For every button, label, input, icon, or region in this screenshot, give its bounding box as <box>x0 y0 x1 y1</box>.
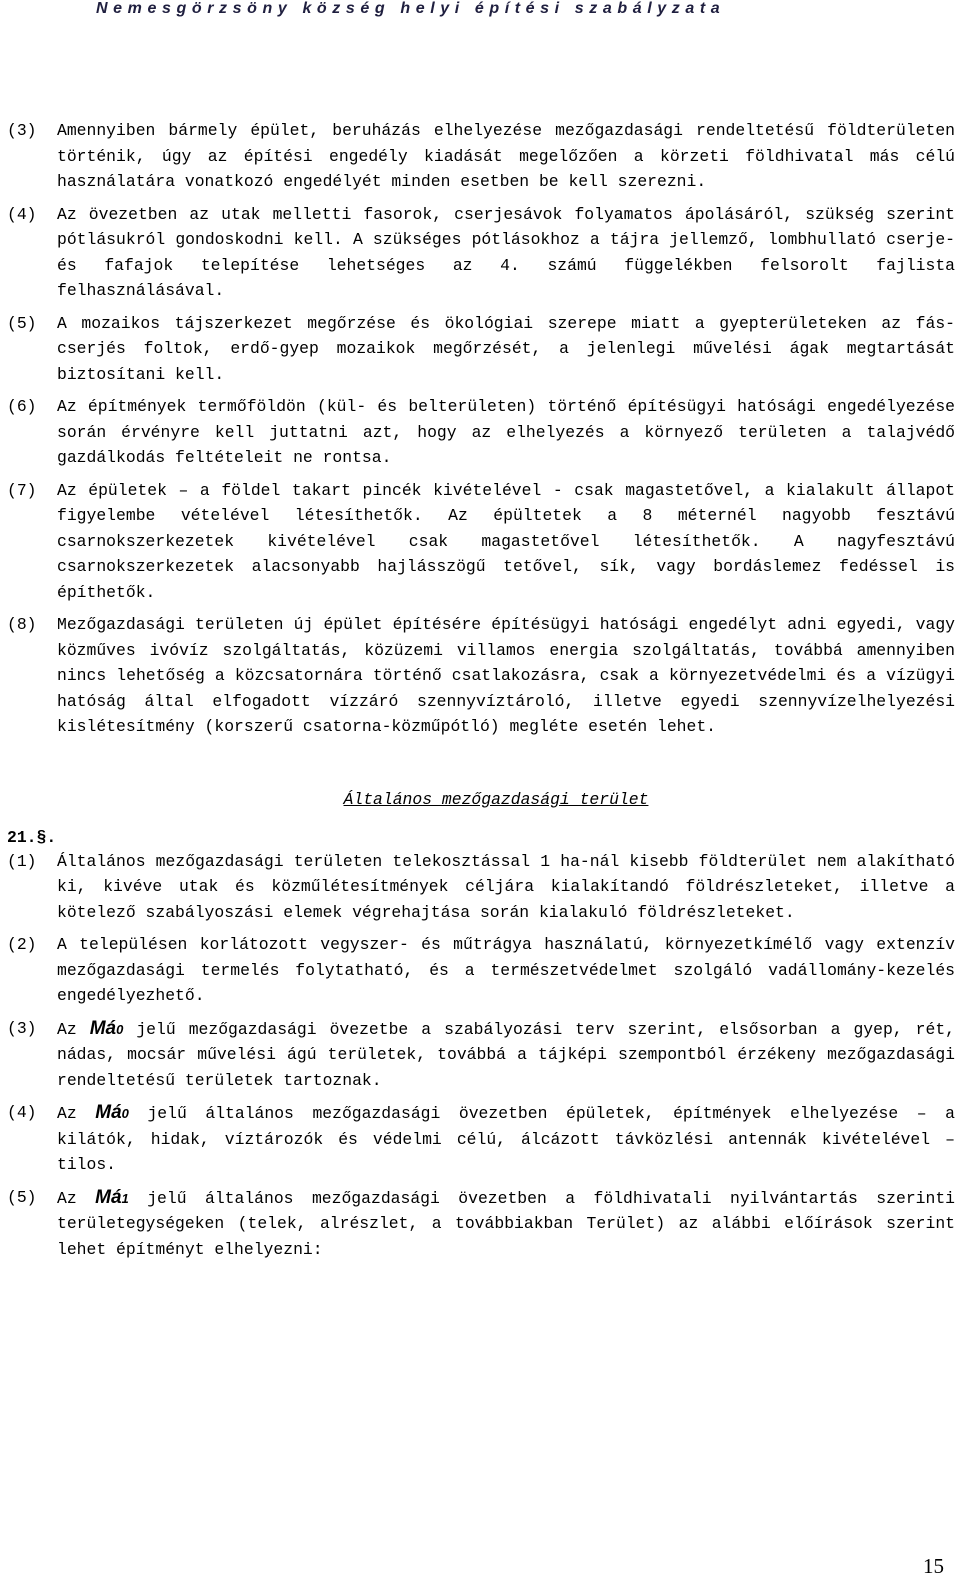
zone-code-letters: Má <box>95 1102 122 1123</box>
page-number: 15 <box>923 1554 944 1578</box>
paragraph-text-prefix: Az <box>57 1104 96 1123</box>
paragraph-text: jelű mezőgazdasági övezetbe a szabályozási terv szerint, elsősorban a gyep, rét, nádas, mocsár művelési ágú területek, továbbá a tájképi szempontból érzékeny mezőgazdasági rendeltetésű területek tartoznak. <box>57 1019 955 1090</box>
paragraph-6 <box>7 394 955 471</box>
paragraph-text: Általános mezőgazdasági területen telekosztással 1 ha-nál kisebb földterület nem alakítható ki, kivéve utak és közműlétesítmények céljára kialakítandó földrészleteket, illetve a kötelező szabályoszási elemek végrehajtása során kialakuló földrészleteket. <box>57 851 955 922</box>
paragraph-number: (4) <box>7 204 37 224</box>
paragraph-number: (6) <box>7 397 37 416</box>
paragraph-3 <box>7 118 955 195</box>
section-paragraph-2 <box>7 932 955 1009</box>
zone-code-letters: Má <box>89 1017 117 1039</box>
paragraph-number: (8) <box>7 615 37 634</box>
zone-code <box>95 1102 129 1123</box>
paragraph-text-prefix: Az <box>57 1188 96 1208</box>
zone-code-index: 0 <box>121 1106 129 1121</box>
paragraph-number: (1) <box>7 851 37 871</box>
section-paragraph-4 <box>7 1100 955 1178</box>
paragraph-number: (3) <box>7 1018 37 1038</box>
paragraph-text-container <box>57 1016 955 1094</box>
paragraph-text: Az építmények termőföldön (kül- és belterületen) történő építésügyi hatósági engedélyezése során érvényre kell juttatni azt, hogy az elhelyezés a környező területen a talajvédő gazdálkodás feltételeit ne rontsa. <box>57 397 955 467</box>
paragraph-text: Az övezetben az utak melletti fasorok, cserjesávok folyamatos ápolásáról, szükség szerint pótlásukról gondoskodni kell. A szükséges pótlásokhoz a tájra jellemző, lombhullató cserje- és fafajok telepítése lehetséges az 4. számú függelékben felsorolt fajlista felhasználásával. <box>57 204 955 300</box>
zone-code-letters: Má <box>95 1186 122 1208</box>
section-paragraph-number: 21.§. <box>7 828 57 847</box>
paragraph-text: jelű általános mezőgazdasági övezetben a földhivatali nyilvántartás szerinti területegységeken (telek, alrészlet, a továbbiakban Terület) az alábbi előírások szerint lehet építményt elhelyezni: <box>57 1188 955 1259</box>
paragraph-number: (7) <box>7 480 37 500</box>
zone-code-index: 0 <box>116 1021 124 1037</box>
document-header: Nemesgörzsöny község helyi építési szabályzata <box>96 0 726 17</box>
zone-code-index: 1 <box>121 1190 129 1206</box>
paragraph-text: jelű általános mezőgazdasági övezetben épületek, építmények elhelyezése – a kilátók, hidak, víztározók és védelmi célú, álcázott távközlési antennák kivételével – tilos. <box>57 1104 955 1174</box>
paragraph-text: A településen korlátozott vegyszer- és műtrágya használatú, környezetkímélő vagy extenzív mezőgazdasági termelés folytatható, és a természetvédelmet szolgáló vadállomány-kezelés engedélyezhető. <box>57 935 955 1005</box>
paragraph-5 <box>7 311 955 388</box>
paragraph-number: (5) <box>7 1187 37 1207</box>
paragraph-text: Mezőgazdasági területen új épület építésére építésügyi hatósági engedélyt adni egyedi, vagy közműves ivóvíz szolgáltatás, közüzemi villamos energia szolgáltatás, továbbá amennyiben nincs lehetőség a közcsatornára történő csatlakozásra, csak a környezetvédelmi és a vízügyi hatóság által elfogadott vízzáró szennyvíztároló, illetve egyedi szennyvízelhelyezési kislétesítmény (korszerű csatorna-közműpótló) megléte esetén lehet. <box>57 615 955 736</box>
document-body <box>7 118 955 1269</box>
zone-code <box>90 1018 124 1039</box>
paragraph-text: Amennyiben bármely épület, beruházás elhelyezése mezőgazdasági rendeltetésű földterületen történik, úgy az építési engedély kiadását megelőzően a körzeti földhivatal más célú használatára vonatkozó engedélyét minden esetben be kell szerezni. <box>57 121 955 191</box>
paragraph-text-container <box>57 1100 955 1178</box>
paragraph-number: (5) <box>7 313 37 333</box>
paragraph-number: (2) <box>7 935 37 954</box>
paragraph-number: (3) <box>7 121 37 140</box>
section-paragraph-5 <box>7 1185 955 1263</box>
paragraph-text-prefix: Az <box>57 1019 90 1039</box>
section-paragraph-1 <box>7 849 955 926</box>
paragraph-text: Az épületek – a földel takart pincék kivételével - csak magastetővel, a kialakult állapot figyelembe vételével létesíthetők. Az épültetek a 8 méternél nagyobb fesztávú csarnokszerkezetek kivételével csak magastetővel létesíthetők. A nagyfesztávú csarnokszerkezetek alacsonyabb hajlásszögű tetővel, sík, vagy bordáslemez fedéssel is építhetők. <box>57 480 955 602</box>
section-paragraph-3 <box>7 1016 955 1094</box>
paragraph-text: A mozaikos tájszerkezet megőrzése és ökológiai szerepe miatt a gyepterületeken az fás-cserjés foltok, erdő-gyep mozaikok megőrzését, a jelenlegi művelési ágak megtartását biztosítani kell. <box>57 313 955 384</box>
section-title: Általános mezőgazdasági terület <box>343 789 649 809</box>
paragraph-4 <box>7 202 955 304</box>
paragraph-number: (4) <box>7 1103 37 1122</box>
paragraph-7 <box>7 478 955 606</box>
paragraph-8 <box>7 612 955 740</box>
paragraph-text-container <box>57 1185 955 1263</box>
zone-code <box>95 1187 129 1208</box>
